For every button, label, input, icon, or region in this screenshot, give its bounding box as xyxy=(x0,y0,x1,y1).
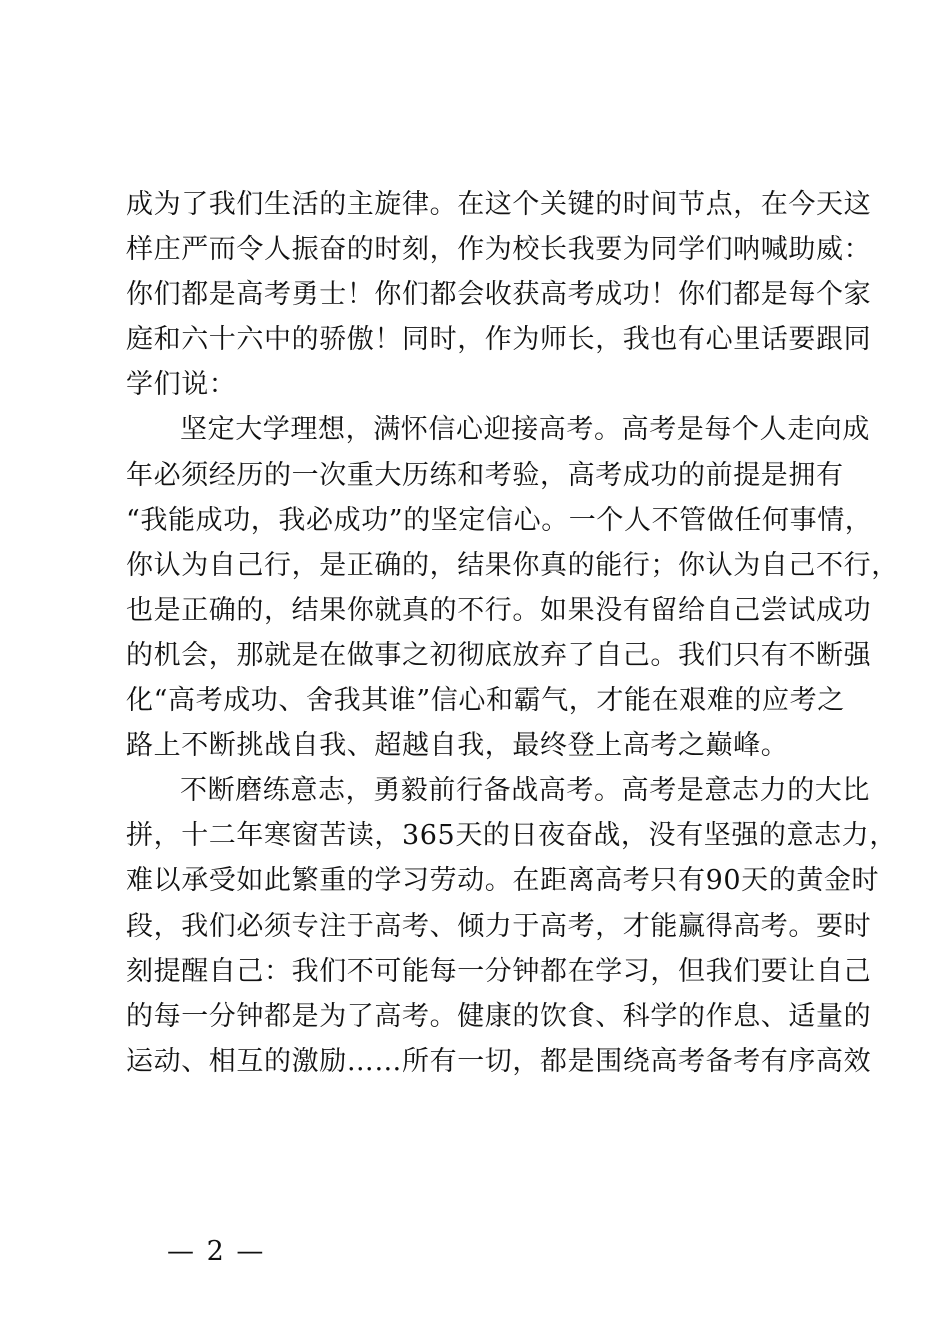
text-line: 你认为自己行，是正确的，结果你真的能行；你认为自己不行， xyxy=(126,549,899,581)
paragraph-2 xyxy=(126,407,899,768)
text-line: 坚定大学理想，满怀信心迎接高考。高考是每个人走向成 xyxy=(180,414,870,446)
paragraph-3 xyxy=(126,768,897,1084)
text-line: 庭和六十六中的骄傲！同时，作为师长，我也有心里话要跟同 xyxy=(126,324,872,356)
page-number: — 2 — xyxy=(167,1236,266,1267)
text-line: 拼，十二年寒窗苦读，365天的日夜奋战，没有坚强的意志力， xyxy=(126,820,897,852)
document-body xyxy=(126,182,899,1084)
text-line: 不断磨练意志，勇毅前行备战高考。高考是意志力的大比 xyxy=(180,775,870,807)
text-line: 刻提醒自己：我们不可能每一分钟都在学习，但我们要让自己 xyxy=(126,955,872,987)
text-line: 也是正确的，结果你就真的不行。如果没有留给自己尝试成功 xyxy=(126,594,872,626)
text-line: 段，我们必须专注于高考、倾力于高考，才能赢得高考。要时 xyxy=(126,910,872,942)
text-line: 的机会，那就是在做事之初彻底放弃了自己。我们只有不断强 xyxy=(126,639,872,671)
text-line: 运动、相互的激励……所有一切，都是围绕高考备考有序高效 xyxy=(126,1045,872,1077)
text-line: 成为了我们生活的主旋律。在这个关键的时间节点，在今天这 xyxy=(126,189,872,220)
text-line: 样庄严而令人振奋的时刻，作为校长我要为同学们呐喊助威： xyxy=(126,234,872,266)
text-line: “我能成功，我必成功”的坚定信心。一个人不管做任何事情， xyxy=(126,504,873,536)
text-line: 年必须经历的一次重大历练和考验，高考成功的前提是拥有 xyxy=(126,459,844,491)
text-line: 化“高考成功、舍我其谁”信心和霸气，才能在艰难的应考之 xyxy=(126,685,845,717)
text-line: 学们说： xyxy=(126,369,237,401)
text-line: 难以承受如此繁重的学习劳动。在距离高考只有90天的黄金时 xyxy=(126,865,880,897)
text-line: 的每一分钟都是为了高考。健康的饮食、科学的作息、适量的 xyxy=(126,1000,872,1032)
text-line: 你们都是高考勇士！你们都会收获高考成功！你们都是每个家 xyxy=(126,279,872,311)
paragraph-1 xyxy=(126,182,872,407)
text-line: 路上不断挑战自我、超越自我，最终登上高考之巅峰。 xyxy=(126,730,789,762)
